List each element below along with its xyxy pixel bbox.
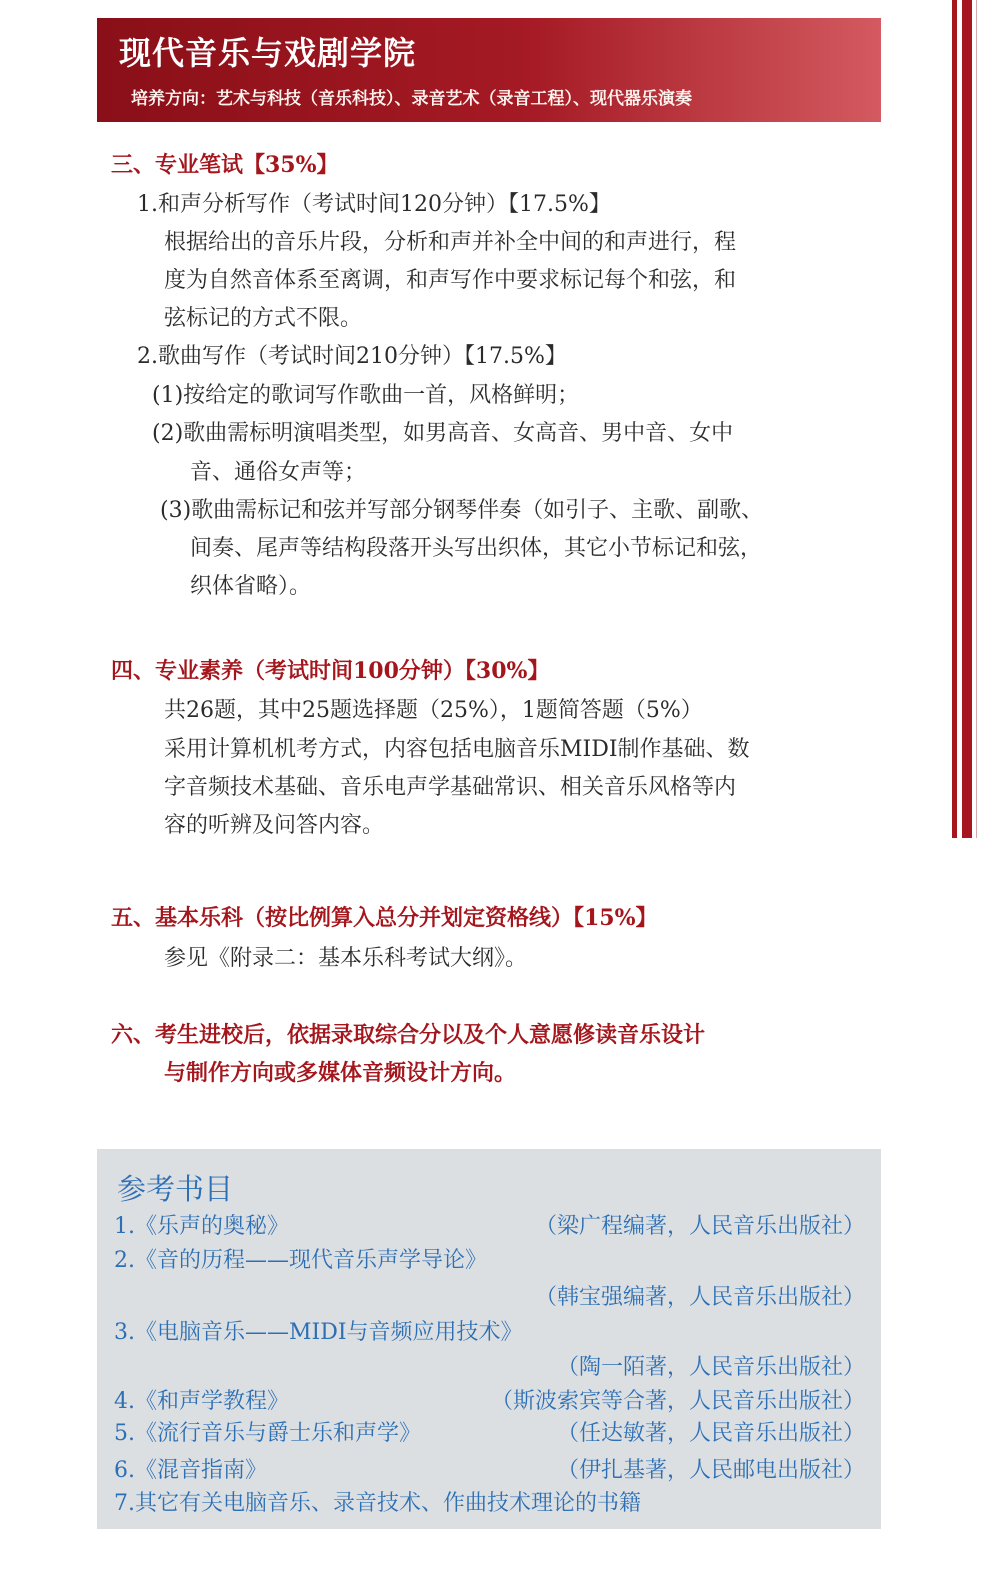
reference-book-title: 3.《电脑音乐——MIDI与音频应用技术》 <box>114 1320 523 1345</box>
right-edge-bar-thick <box>962 0 972 838</box>
section-3-item-2-sub-1: (1)按给定的歌词写作歌曲一首，风格鲜明； <box>152 383 580 408</box>
section-5-heading: 五、基本乐科（按比例算入总分并划定资格线）【15%】 <box>111 905 658 931</box>
page-title: 现代音乐与戏剧学院 <box>119 34 417 72</box>
reference-book-author: （陶一陌著，人民音乐出版社） <box>556 1355 865 1380</box>
section-4-line: 共26题，其中25题选择题（25%），1题简答题（5%） <box>164 698 703 723</box>
section-5-line: 参见《附录二：基本乐科考试大纲》。 <box>164 946 528 971</box>
section-3-item-2-sub-3: (3)歌曲需标记和弦并写部分钢琴伴奏（如引子、主歌、副歌、 <box>160 498 764 523</box>
reference-book-title: 4.《和声学教程》 <box>114 1389 289 1414</box>
right-edge-bar <box>952 0 957 838</box>
reference-book-title: 7.其它有关电脑音乐、录音技术、作曲技术理论的书籍 <box>114 1491 641 1516</box>
section-4-heading: 四、专业素养（考试时间100分钟）【30%】 <box>111 658 550 684</box>
section-6-line: 六、考生进校后，依据录取综合分以及个人意愿修读音乐设计 <box>111 1022 706 1048</box>
reference-book-author: （梁广程编著，人民音乐出版社） <box>534 1214 865 1239</box>
section-3-item-2-sub-3-cont: 间奏、尾声等结构段落开头写出织体，其它小节标记和弦， <box>190 536 763 561</box>
reference-book-title: 2.《音的历程——现代音乐声学导论》 <box>114 1248 487 1273</box>
reference-books-title: 参考书目 <box>117 1172 234 1206</box>
page-subtitle: 培养方向：艺术与科技（音乐科技）、录音艺术（录音工程）、现代器乐演奏 <box>131 89 692 109</box>
section-3-item-2-sub-3-cont: 织体省略）。 <box>190 574 312 599</box>
reference-book-title: 6.《混音指南》 <box>114 1458 267 1483</box>
section-3-item-2-title: 2.歌曲写作（考试时间210分钟）【17.5%】 <box>137 344 567 369</box>
section-3-item-1-title: 1.和声分析写作（考试时间120分钟）【17.5%】 <box>137 192 611 217</box>
reference-books-box <box>97 1149 881 1529</box>
section-4-line: 采用计算机机考方式，内容包括电脑音乐MIDI制作基础、数 <box>164 737 750 762</box>
section-6-line: 与制作方向或多媒体音频设计方向。 <box>164 1060 517 1086</box>
section-3-item-1-line: 度为自然音体系至离调，和声写作中要求标记每个和弦，和 <box>164 268 737 293</box>
section-4-line: 字音频技术基础、音乐电声学基础常识、相关音乐风格等内 <box>164 775 737 800</box>
reference-book-title: 1.《乐声的奥秘》 <box>114 1214 289 1239</box>
section-4-line: 容的听辨及问答内容。 <box>164 813 385 838</box>
section-3-item-1-line: 弦标记的方式不限。 <box>164 306 363 331</box>
section-3-item-1-line: 根据给出的音乐片段，分析和声并补全中间的和声进行，程 <box>164 230 737 255</box>
section-3-heading: 三、专业笔试【35%】 <box>111 152 339 178</box>
reference-book-author: （伊扎基著，人民邮电出版社） <box>556 1458 865 1483</box>
reference-book-title: 5.《流行音乐与爵士乐和声学》 <box>114 1421 421 1446</box>
page-header-banner <box>97 18 881 122</box>
right-edge-line <box>976 0 977 838</box>
section-3-item-2-sub-2-cont: 音、通俗女声等； <box>190 460 367 485</box>
reference-book-author: （韩宝强编著，人民音乐出版社） <box>534 1285 865 1310</box>
reference-book-author: （斯波索宾等合著，人民音乐出版社） <box>490 1389 865 1414</box>
section-3-item-2-sub-2: (2)歌曲需标明演唱类型，如男高音、女高音、男中音、女中 <box>152 421 734 446</box>
reference-book-author: （任达敏著，人民音乐出版社） <box>556 1421 865 1446</box>
